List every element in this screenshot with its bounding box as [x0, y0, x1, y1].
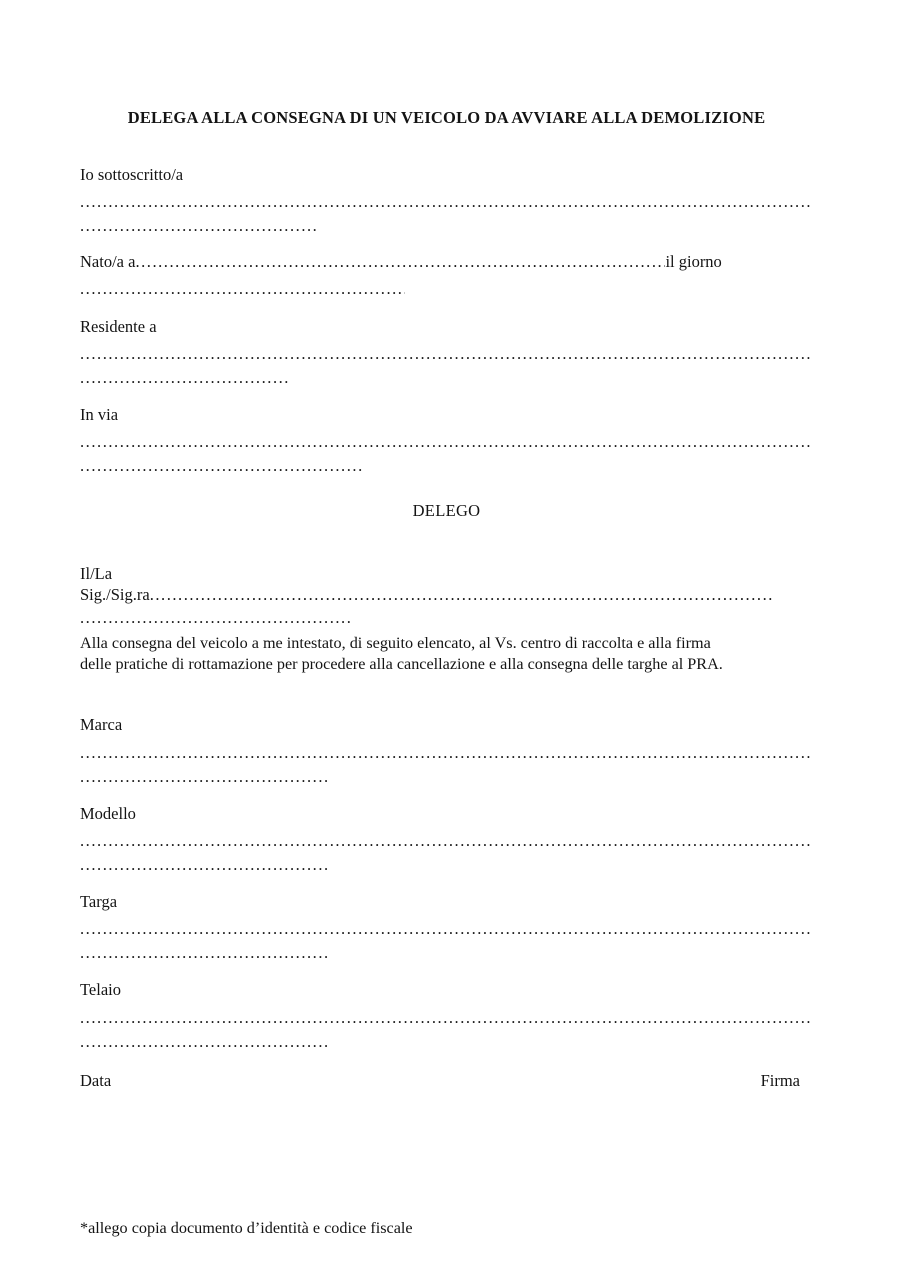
field-label-delegate-name: Sig./Sig.ra [80, 584, 150, 604]
field-make [80, 716, 813, 783]
field-label-chassis: Telaio [80, 980, 121, 1000]
dotted-fill-line[interactable] [150, 586, 775, 603]
dotted-fill-line[interactable] [80, 834, 813, 848]
field-label-make: Marca [80, 715, 123, 735]
delegation-body-line-1: Alla consegna del veicolo a me intestato, di seguito elencato, al Vs. centro di raccolta e alla firma [80, 633, 711, 652]
field-label-residence: Residente a [80, 316, 157, 336]
dotted-fill-line[interactable] [80, 1035, 328, 1049]
field-street [80, 406, 813, 473]
field-label-street: In via [80, 404, 119, 424]
dotted-fill-line[interactable] [80, 435, 813, 449]
field-delegate [80, 565, 813, 625]
field-label-birthday: il giorno [665, 252, 722, 272]
field-label-undersigned: Io sottoscritto/a [80, 165, 184, 184]
delegate-name-row [80, 586, 813, 603]
signature-row [80, 1071, 800, 1091]
dotted-fill-line[interactable] [80, 946, 328, 960]
field-plate [80, 893, 813, 960]
dotted-fill-line[interactable] [80, 611, 350, 625]
dotted-fill-line[interactable] [80, 219, 318, 233]
dotted-fill-line[interactable] [80, 770, 328, 784]
dotted-fill-line[interactable] [80, 858, 328, 872]
page-title: DELEGA ALLA CONSEGNA DI UN VEICOLO DA AVVIARE ALLA DEMOLIZIONE [127, 108, 766, 127]
field-residence [80, 318, 813, 385]
footnote-attachments: *allego copia documento d’identità e codice fiscale [80, 1218, 413, 1237]
delegation-body-text [80, 633, 813, 674]
dotted-fill-line[interactable] [80, 922, 813, 936]
field-label-signature: Firma [760, 1070, 800, 1090]
field-label-delegate-honorific: Il/La [80, 564, 113, 584]
dotted-fill-line[interactable] [80, 1011, 813, 1025]
dotted-fill-line[interactable] [135, 253, 665, 270]
dotted-fill-line[interactable] [80, 459, 362, 473]
dotted-fill-line[interactable] [80, 282, 405, 296]
dotted-fill-line[interactable] [80, 347, 813, 361]
field-label-birthplace: Nato/a a [80, 252, 136, 272]
dotted-fill-line[interactable] [80, 746, 813, 760]
field-label-date: Data [80, 1070, 112, 1090]
birthplace-row [80, 253, 813, 270]
field-model [80, 805, 813, 872]
field-label-plate: Targa [80, 891, 118, 911]
delego-heading: DELEGO [412, 501, 481, 521]
document-content [80, 0, 813, 1238]
field-undersigned [80, 166, 813, 233]
delegation-body-line-2: delle pratiche di rottamazione per procedere alla cancellazione e alla consegna delle targhe al PRA. [80, 654, 723, 673]
field-chassis [80, 981, 813, 1048]
dotted-fill-line[interactable] [80, 195, 813, 209]
dotted-fill-line[interactable] [80, 371, 290, 385]
field-birthplace [80, 253, 813, 295]
field-label-model: Modello [80, 803, 136, 823]
